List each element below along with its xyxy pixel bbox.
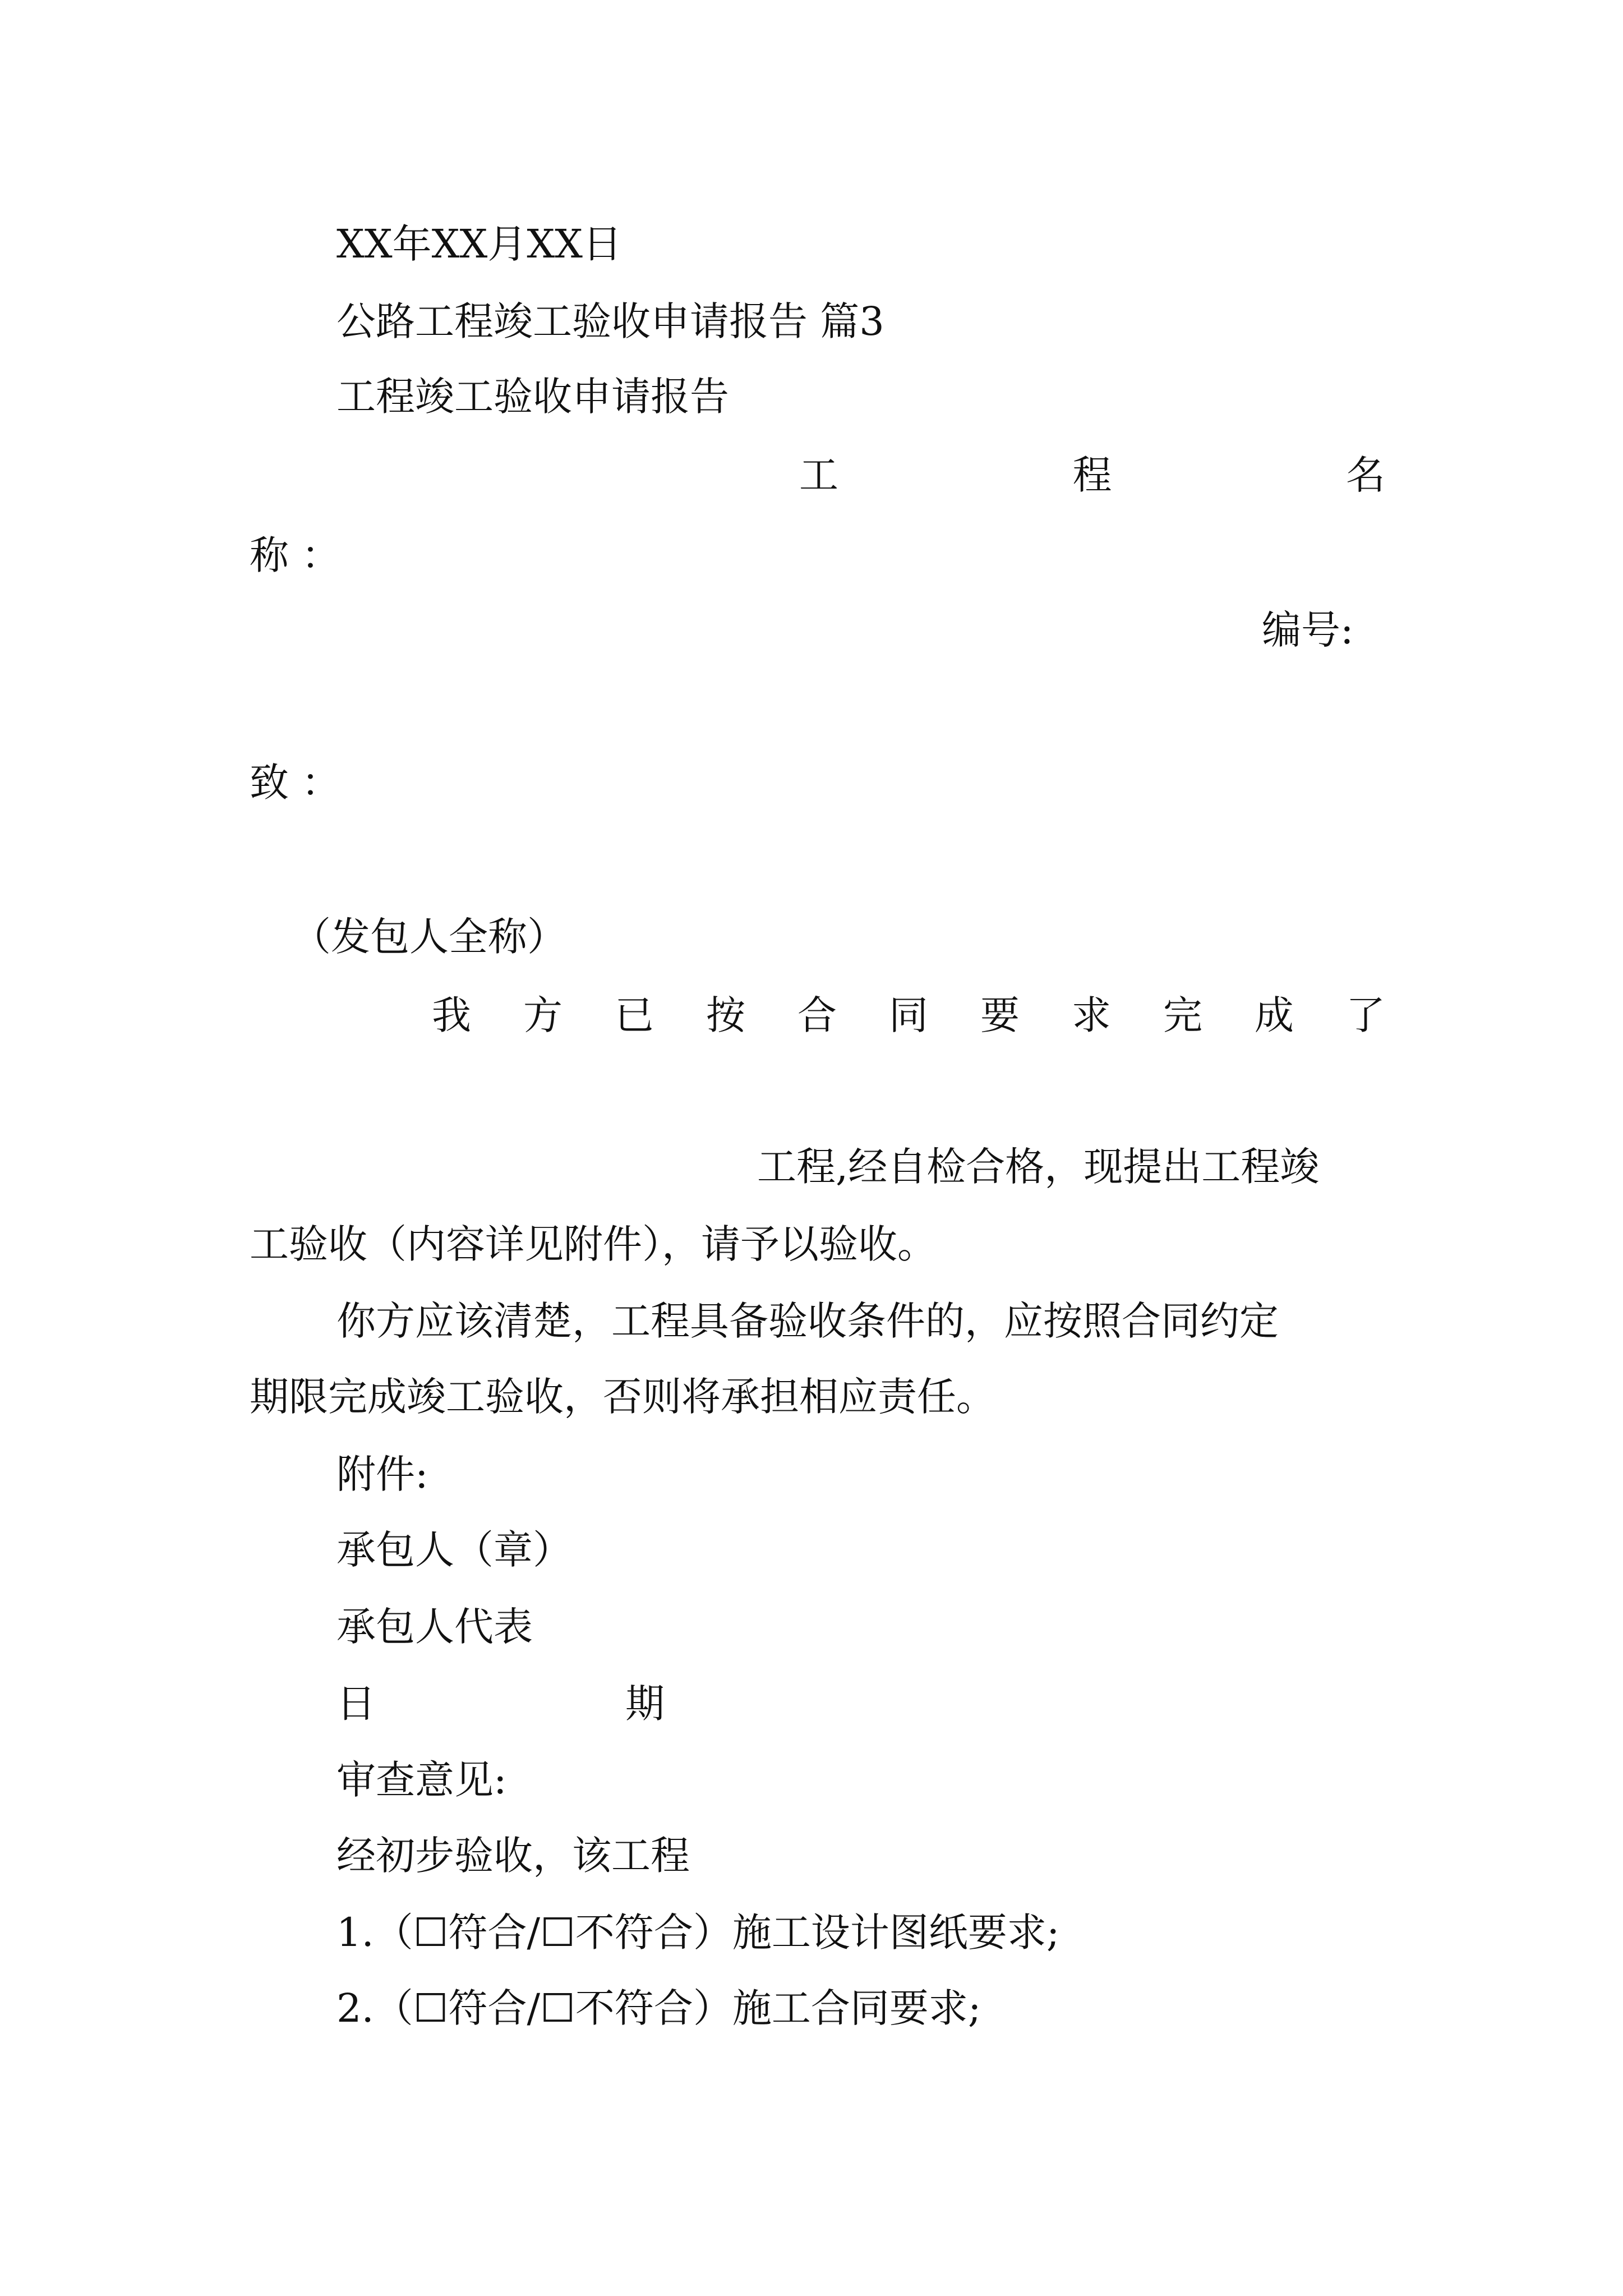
date-char: 日 — [336, 1681, 376, 1727]
date-line: XX年XX月XX日 — [336, 221, 623, 267]
completion-char: 求 — [1072, 992, 1111, 1038]
completion-char: 方 — [523, 992, 562, 1038]
attachment-label: 附件: — [336, 1451, 428, 1497]
project-name-label — [799, 452, 1385, 498]
completion-char: 已 — [615, 992, 654, 1038]
completion-char: 了 — [1346, 992, 1385, 1038]
completion-char: 要 — [980, 992, 1020, 1038]
body-line-2: 工验收（内容详见附件），请予以验收。 — [250, 1221, 937, 1267]
completion-char: 同 — [889, 992, 928, 1038]
project-name-char: 程 — [1072, 452, 1112, 498]
completion-statement — [432, 992, 1385, 1038]
completion-char: 完 — [1163, 992, 1202, 1038]
review-item-1: 1.（☐符合/☐不符合）施工设计图纸要求; — [336, 1910, 1060, 1955]
completion-char: 我 — [432, 992, 471, 1038]
review-label: 审查意见: — [336, 1757, 507, 1803]
to-label: 致 ： — [250, 760, 341, 806]
body-line-3: 你方应该清楚，工程具备验收条件的，应按照合同约定 — [336, 1298, 1279, 1344]
body-line-1: 工程,经自检合格，现提出工程竣 — [757, 1144, 1320, 1190]
number-label: 编号: — [1262, 607, 1354, 653]
contractor-seal: 承包人（章） — [336, 1527, 572, 1573]
project-name-char: 名 — [1346, 452, 1385, 498]
contractor-rep: 承包人代表 — [336, 1604, 533, 1650]
review-intro: 经初步验收，该工程 — [336, 1833, 690, 1879]
review-item-2: 2.（☐符合/☐不符合）施工合同要求; — [336, 1985, 981, 2031]
completion-char: 合 — [797, 992, 837, 1038]
completion-char: 成 — [1255, 992, 1294, 1038]
date-label — [336, 1681, 665, 1727]
date-char: 期 — [625, 1681, 665, 1727]
project-name-char: 工 — [799, 452, 838, 498]
issuer-note: （发包人全称） — [292, 914, 566, 960]
body-line-4: 期限完成竣工验收，否则将承担相应责任。 — [250, 1374, 995, 1420]
report-title: 工程竣工验收申请报告 — [336, 374, 729, 420]
completion-char: 按 — [706, 992, 745, 1038]
section-title: 公路工程竣工验收申请报告 篇3 — [336, 298, 884, 344]
project-name-label-end: 称 ： — [250, 532, 341, 578]
